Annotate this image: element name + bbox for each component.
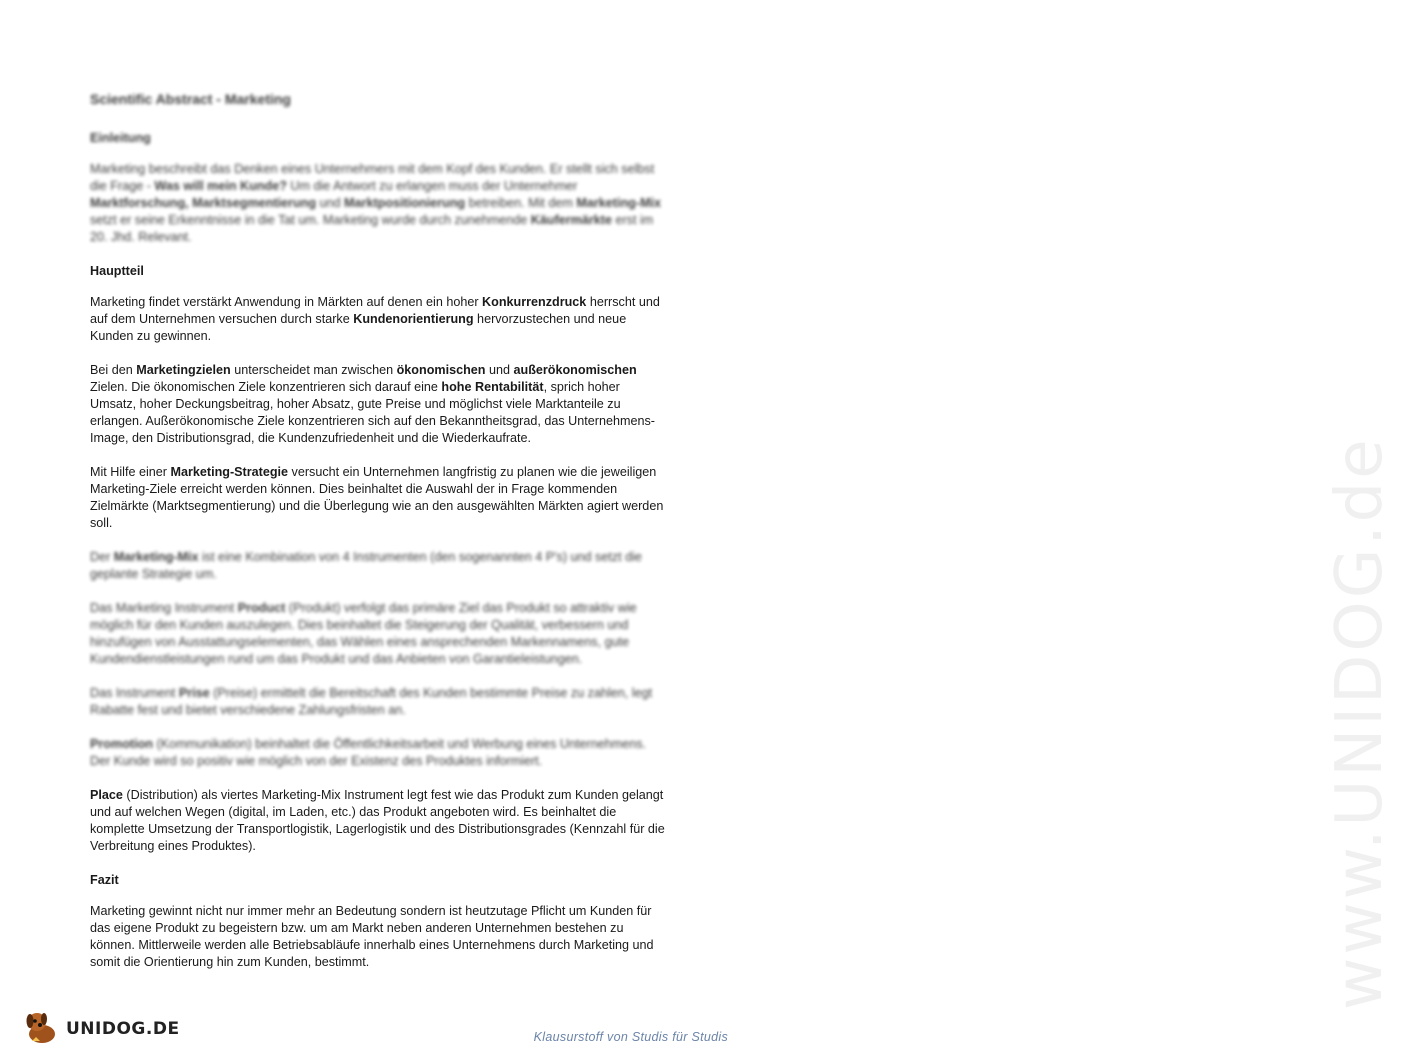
text-run: setzt er seine Erkenntnisse in die Tat um. Marketing wurde durch zunehmende bbox=[90, 213, 531, 227]
text-run: erst im 20. Jhd. Relevant. bbox=[90, 213, 654, 244]
paragraph-fazit: Marketing gewinnt nicht nur immer mehr an Bedeutung sondern ist heutzutage Pflicht um Kunden für das eigene Produkt zu begeistern bzw. um am Markt neben anderen Unternehmen bestehen zu können. Mittlerweile werden alle Betriebsabläufe innerhalb eines Unternehmens durch Marketing und somit die Orientierung hin zum Kunden, bestimmt. bbox=[90, 904, 654, 969]
paragraph-marketingziele bbox=[90, 362, 665, 447]
text-run: Um die Antwort zu erlangen muss der Unternehmer bbox=[286, 179, 578, 193]
paragraph-product bbox=[90, 600, 665, 668]
paragraph-einleitung bbox=[90, 161, 665, 246]
bold-term: Kundenorientierung bbox=[353, 312, 474, 326]
text-run: unterscheidet man zwischen bbox=[230, 363, 397, 377]
text-run: und bbox=[485, 363, 514, 377]
dog-mascot-icon bbox=[22, 1007, 62, 1052]
text-run: herrscht und auf dem Unternehmen versuchen durch starke bbox=[90, 295, 660, 326]
bold-term: Marketing-Strategie bbox=[170, 465, 289, 479]
footer-tagline: Klausurstoff von Studis für Studis bbox=[533, 1030, 728, 1044]
paragraph-marketing-mix bbox=[90, 549, 665, 583]
bold-term: ökonomischen bbox=[396, 363, 486, 377]
bold-term: Product bbox=[237, 601, 286, 615]
text-run: Marketing findet verstärkt Anwendung in Märkten auf denen ein hoher bbox=[90, 295, 483, 309]
unidog-logo bbox=[22, 1008, 180, 1050]
section-heading-einleitung: Einleitung bbox=[90, 131, 151, 145]
bold-term: Was will mein Kunde? bbox=[154, 179, 287, 193]
paragraph-strategie bbox=[90, 464, 665, 532]
paragraph-konkurrenz bbox=[90, 294, 665, 345]
text-run: (Produkt) verfolgt das primäre Ziel das Produkt so attraktiv wie möglich für den Kunden auszulegen. Dies beinhaltet die Steigerung der Qualität, verbessern und hinzufügen von Ausstattungselementen, das Wählen eines ansprechenden Markennamens, gute Kundendienstleistungen rund um das Produkt und das Anbieten von Garantieleistungen. bbox=[90, 601, 637, 666]
text-run: und bbox=[316, 196, 345, 210]
watermark-container bbox=[660, 280, 1397, 1010]
bold-term: Marketing-Mix bbox=[113, 550, 199, 564]
text-run: (Kommunikation) beinhaltet die Öffentlichkeitsarbeit und Werbung eines Unternehmens. Der Kunde wird so positiv wie möglich von der Existenz des Produktes informiert. bbox=[90, 737, 647, 768]
section-heading-hauptteil: Hauptteil bbox=[90, 264, 144, 278]
bold-term: außerökonomischen bbox=[513, 363, 637, 377]
bold-term: Promotion bbox=[90, 737, 153, 751]
text-run: Mit Hilfe einer bbox=[90, 465, 171, 479]
text-run: hervorzustechen und neue Kunden zu gewinnen. bbox=[90, 312, 627, 343]
text-run: Zielen. Die ökonomischen Ziele konzentrieren sich darauf eine bbox=[90, 380, 442, 394]
document-content bbox=[90, 90, 665, 988]
bold-term: Käufermärkte bbox=[530, 213, 612, 227]
watermark-text: www.UNIDOG.de bbox=[1323, 436, 1397, 1010]
section-heading-fazit: Fazit bbox=[90, 873, 119, 887]
text-run: Das Marketing Instrument bbox=[90, 601, 238, 615]
text-run: ist eine Kombination von 4 Instrumenten (den sogenannten 4 P's) und setzt die geplante Strategie um. bbox=[90, 550, 642, 581]
bold-term: Marketing-Mix bbox=[576, 196, 662, 210]
text-run: versucht ein Unternehmen langfristig zu planen wie die jeweiligen Marketing-Ziele erreicht werden können. Dies beinhaltet die Auswahl der in Frage kommenden Zielmärkte (Marktsegmentierung) und die Überlegung wie an den ausgewählten Märkten agiert werden soll. bbox=[90, 465, 664, 530]
text-run: , sprich hoher Umsatz, hoher Deckungsbeitrag, hoher Absatz, gute Preise und möglichst viele Marktanteile zu erlangen. Außerökonomische Ziele konzentrieren sich auf den Bekanntheitsgrad, das Unternehmens-Image, den Distributionsgrad, die Kundenzufriedenheit und die Wiederkaufrate. bbox=[90, 380, 655, 445]
document-title: Scientific Abstract - Marketing bbox=[90, 91, 291, 107]
bold-term: Marktpositionierung bbox=[344, 196, 466, 210]
bold-term: hohe Rentabilität bbox=[441, 380, 544, 394]
bold-term: Prise bbox=[178, 686, 210, 700]
bold-term: Marketingzielen bbox=[136, 363, 231, 377]
text-run: (Preise) ermittelt die Bereitschaft des Kunden bestimmte Preise zu zahlen, legt Rabatte fest und bietet verschiedene Zahlungsfristen an. bbox=[90, 686, 653, 717]
text-run: Bei den bbox=[90, 363, 137, 377]
paragraph-promotion bbox=[90, 736, 665, 770]
paragraph-price bbox=[90, 685, 665, 719]
text-run: Das Instrument bbox=[90, 686, 179, 700]
text-run: (Distribution) als viertes Marketing-Mix Instrument legt fest wie das Produkt zum Kunden gelangt und auf welchen Wegen (digital, im Laden, etc.) das Produkt angeboten wird. Es beinhaltet die komplette Umsetzung der Transportlogistik, Lagerlogistik und des Distributionsgrades (Kennzahl für die Verbreitung eines Produktes). bbox=[90, 788, 665, 853]
bold-term: Konkurrenzdruck bbox=[482, 295, 587, 309]
logo-text: UNIDOG.DE bbox=[66, 1019, 180, 1039]
text-run: betreiben. Mit dem bbox=[465, 196, 577, 210]
bold-term: Place bbox=[90, 788, 123, 802]
text-run: Der bbox=[90, 550, 114, 564]
paragraph-place bbox=[90, 787, 665, 855]
text-run: Marketing beschreibt das Denken eines Unternehmers mit dem Kopf des Kunden. Er stellt sich selbst die Frage - bbox=[90, 162, 655, 193]
bold-term: Marktforschung, Marktsegmentierung bbox=[90, 196, 317, 210]
